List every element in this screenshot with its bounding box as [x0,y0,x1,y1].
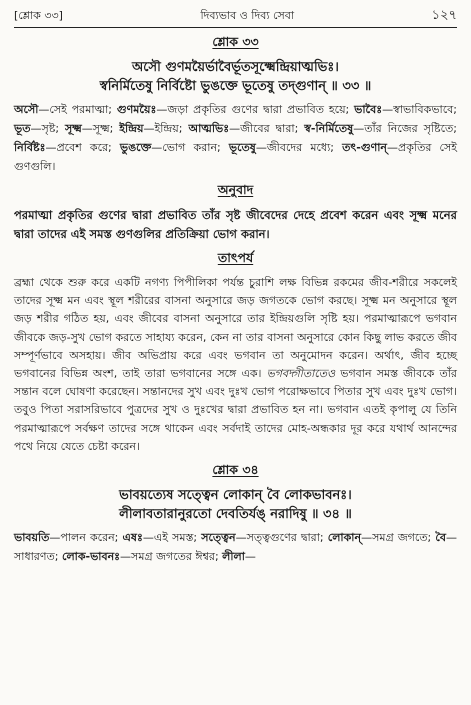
word-for-word-33 [14,100,457,176]
purport-text [14,274,457,456]
wfw-33-meaning: —ভোগ করান; [151,141,229,154]
wfw-33-word: ভূত [14,122,31,135]
wfw-34-meaning: —সমগ্র জগতের ঈশ্বর; [120,550,223,564]
header-chapter-title: দিব্যভাব ও দিব্য সেবা [200,9,295,22]
purport-heading: তাৎপর্য [217,250,254,265]
purport-paragraph-1: ব্রহ্মা থেকে শুরু করে একটি নগণ্য পিপীলিকা পর্যন্ত চুরাশি লক্ষ বিভিন্ন রকমের জীব-শরীরে সকলেই তাদের সূক্ষ্ম মন এবং স্থূল শরীরের বাসনা অনুসারে জড় জগতকে ভোগ করছে। সূক্ষ্ম মন অনুসারে স্থূল জড় শরীর গঠিত হয়, এবং জীবের বাসনা অনুসারে তার ইন্দ্রিয়গুলি সৃষ্টি হয়। পরমাত্মারূপে ভগবান জীবকে জড়-সুখ ভোগ করতে সাহায্য করেন, কেন না তার বাসনা অনুসারে কোন কিছু লাভ করতে জীব সম্পূর্ণভাবে অসহায়। জীব অভিপ্রায় করে এবং ভগবান তা অনুমোদন করেন। অর্থাৎ, জীব হচ্ছে ভগবানের বিভিন্ন অংশ, তাই তারা ভগবানের সঙ্গে এক। [14,276,457,381]
wfw-33-meaning: —ইন্দ্রিয়; [143,122,189,135]
wfw-34-word: ভাবয়তি [14,531,50,545]
wfw-33-word: ভাবৈঃ [354,103,383,116]
wfw-33-meaning: —প্রকৃতির সেই গুণগুলি। [14,141,457,173]
verse-33-line-1: অসৌ গুণময়ৈর্ভাবৈর্ভূতসূক্ষ্মেন্দ্রিয়াত্মভিঃ। [132,60,339,75]
running-header [14,6,457,24]
wfw-34-meaning: —সাধারণত; [14,531,457,564]
wfw-33-word: অসৌ [14,103,39,116]
wfw-34-word: সত্ত্বেন [201,531,236,545]
wfw-34-word: বৈ [435,531,446,545]
wfw-33-word: ভূতেষু [228,141,256,154]
verse-34-heading: শ্লোক ৩৪ [212,462,259,478]
wfw-34-meaning: —এই সমস্ত; [142,531,202,545]
wfw-34-word: লোকান্ [327,531,362,545]
verse-33-text [14,58,457,96]
wfw-33-meaning: —জীবের দ্বারা; [229,122,305,135]
wfw-33-word: ইন্দ্রিয় [119,122,144,135]
verse-33-line-2: স্বনির্মিতেষু নির্বিষ্টো ভুঙক্তে ভূতেষু তদ্গুণান্ ॥ ৩৩ ॥ [99,79,372,94]
wfw-33-meaning: —সূক্ষ্ম; [81,122,120,135]
wfw-33-meaning: —স্বাভাবিকভাবে; [382,103,457,116]
verse-34-line-1: ভাবয়ত্যেষ সত্ত্বেন লোকান্ বৈ লোকভাবনঃ। [119,488,352,504]
wfw-34-meaning: —সত্ত্বগুণের দ্বারা; [235,531,328,545]
verse-33-heading: শ্লোক ৩৩ [212,34,259,49]
wfw-34-meaning: —সমগ্র জগতে; [361,531,436,545]
verse-34-text [14,486,457,524]
wfw-33-word: তৎ-গুণান্ [342,141,388,154]
purport-paragraph-2: ভগবান সমস্ত জীবকে তাঁর সন্তান বলে ঘোষণা করেছেন। সন্তানদের সুখ এবং দুঃখ ভোগ পরোক্ষভাবে পিতার সুখ এবং দুঃখ ভোগ। তবুও পিতা সরাসরিভাবে পুত্রদের সুখ ও দুঃখের দ্বারা প্রভাবিত হন না। ভগবান এতই কৃপালু যে তিনি পরমাত্মারূপে সর্বক্ষণ তাদের সঙ্গে থাকেন এবং সর্বদাই তাদের মোহ-অন্ধকার দূর করে যথার্থ আনন্দের পথে নিয়ে যেতে চেষ্টা করেন। [14,367,457,453]
wfw-34-word: লীলা [222,550,245,564]
header-verse-ref: [শ্লোক ৩৩] [14,9,63,22]
header-page-number: ১২৭ [431,8,457,23]
wfw-34-word: লোক-ভাবনঃ [61,550,121,564]
verse-34-line-2: লীলাবতারানুরতো দেবতির্যঙ্ নরাদিষু ॥ ৩৪ ॥ [119,507,352,523]
wfw-33-meaning: —সৃষ্ট; [30,122,65,135]
wfw-33-meaning: —তাঁর নিজের সৃষ্টিতে; [353,122,458,135]
wfw-34-word: এষঃ [122,531,143,545]
wfw-33-meaning: —সেই পরমাত্মা; [38,103,117,116]
wfw-33-word: সূক্ষ্ম [64,122,82,135]
purport-book-title: ভগবদ্গীতাতেও [266,367,336,381]
wfw-33-meaning: —প্রবেশ করে; [45,141,120,154]
wfw-33-word: গুণময়ৈঃ [116,103,157,116]
wfw-34-meaning: — [244,550,256,564]
wfw-33-word: স্ব-নির্মিতেষু [304,122,354,135]
header-rule [14,27,457,28]
wfw-33-word: নির্বিষ্টঃ [14,141,46,154]
translation-heading: অনুবাদ [217,182,254,197]
wfw-33-meaning: —জড়া প্রকৃতির গুণের দ্বারা প্রভাবিত হয়ে; [156,103,355,116]
word-for-word-34 [14,528,457,566]
wfw-33-meaning: —জীবদের মধ্যে; [255,141,343,154]
wfw-34-meaning: —পালন করেন; [49,531,123,545]
wfw-33-word: আত্মভিঃ [188,122,230,135]
translation-text: পরমাত্মা প্রকৃতির গুণের দ্বারা প্রভাবিত তাঁর সৃষ্ট জীবেদের দেহে প্রবেশ করেন এবং সূক্ষ্ম মনের দ্বারা তাদের এই সমস্ত গুণগুলির প্রতিক্রিয়া ভোগ করান। [14,208,457,241]
wfw-33-word: ভুঙক্তে [119,141,152,154]
